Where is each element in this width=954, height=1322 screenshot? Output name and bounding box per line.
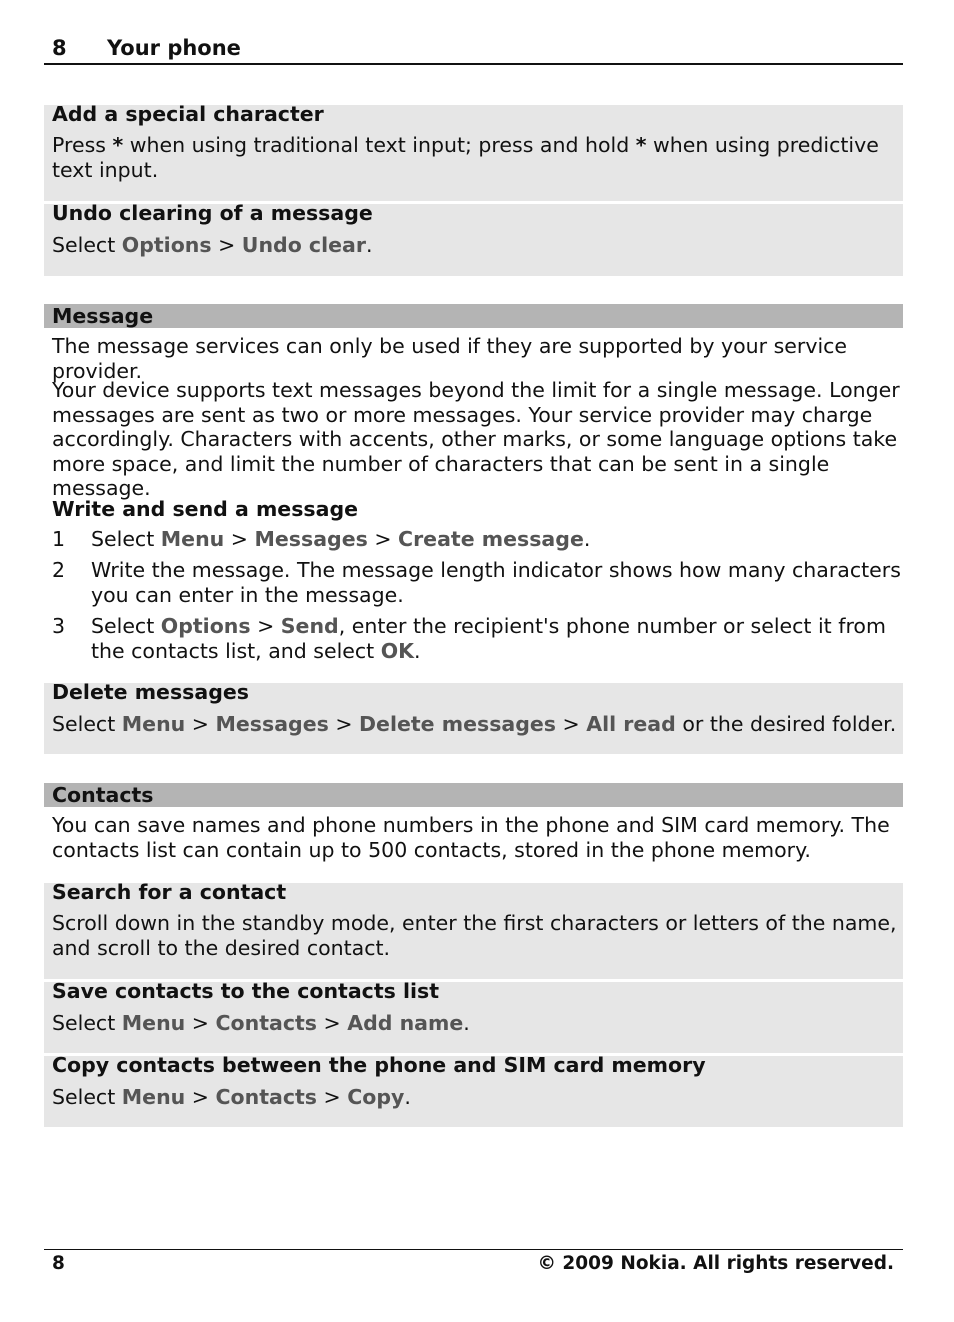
copyright-notice: © 2009 Nokia. All rights reserved. xyxy=(537,1253,894,1274)
message-paragraph-2: Your device supports text messages beyond the limit for a single message. Longer messages are sent as two or more messages. Your service provider may charge accordingly. Characters with accents, other marks, or some language options take more space, and limit the number of characters that can be sent in a single message. xyxy=(52,378,900,500)
footer-rule xyxy=(44,1249,903,1250)
ok-key: OK xyxy=(380,639,415,663)
star-key: * xyxy=(635,133,647,157)
save-contacts-text xyxy=(52,1011,897,1036)
menu-key: Menu xyxy=(121,1011,186,1035)
text-fragment: . xyxy=(404,1085,411,1109)
undo-clear-text xyxy=(52,233,897,258)
write-send-heading: Write and send a message xyxy=(52,497,359,521)
add-name-key: Add name xyxy=(347,1011,464,1035)
copy-contacts-box xyxy=(44,1053,903,1127)
delete-messages-text xyxy=(52,712,897,737)
separator: > xyxy=(185,1011,216,1035)
separator: > xyxy=(317,1011,348,1035)
text-fragment: . xyxy=(414,639,421,663)
options-key: Options xyxy=(121,233,212,257)
text-fragment: , enter the recipient's phone number or select it from the contacts list, and select xyxy=(91,614,886,663)
messages-key: Messages xyxy=(215,712,329,736)
separator: > xyxy=(328,712,360,736)
save-contacts-box xyxy=(44,979,903,1053)
separator: > xyxy=(224,527,255,551)
text-fragment: . xyxy=(583,527,591,551)
text-fragment: . xyxy=(463,1011,470,1035)
menu-key: Menu xyxy=(121,1085,186,1109)
text-fragment: when using traditional text input; press and hold xyxy=(123,133,636,157)
undo-clear-key: Undo clear xyxy=(241,233,366,257)
copy-contacts-title: Copy contacts between the phone and SIM card memory xyxy=(52,1053,706,1077)
copy-contacts-text xyxy=(52,1085,897,1110)
step-1-text xyxy=(91,527,901,552)
text-fragment: Select xyxy=(52,1085,122,1109)
header-rule xyxy=(44,63,903,65)
separator: > xyxy=(185,1085,216,1109)
separator: > xyxy=(317,1085,348,1109)
step-3-text xyxy=(91,614,901,664)
text-fragment: or the desired folder. xyxy=(675,712,897,736)
separator: > xyxy=(556,712,587,736)
search-contact-text: Scroll down in the standby mode, enter the first characters or letters of the name, and scroll to the desired contact. xyxy=(52,911,897,960)
delete-messages-key: Delete messages xyxy=(359,712,557,736)
special-character-box xyxy=(44,102,903,201)
search-contact-title: Search for a contact xyxy=(52,880,287,904)
separator: > xyxy=(211,233,242,257)
contacts-key: Contacts xyxy=(215,1085,317,1109)
search-contact-box xyxy=(44,880,903,979)
message-section-band xyxy=(44,304,903,328)
message-heading: Message xyxy=(52,304,154,328)
step-3-number: 3 xyxy=(52,614,66,638)
contacts-heading: Contacts xyxy=(52,783,154,807)
contacts-key: Contacts xyxy=(215,1011,317,1035)
undo-clear-title: Undo clearing of a message xyxy=(52,201,373,225)
text-fragment: . xyxy=(365,233,373,257)
text-fragment: Select xyxy=(52,712,122,736)
star-key: * xyxy=(112,133,124,157)
page-number-footer: 8 xyxy=(52,1253,65,1274)
copy-key: Copy xyxy=(347,1085,405,1109)
text-fragment: when using predictive text input. xyxy=(52,133,879,182)
page-number-header: 8 xyxy=(52,36,67,60)
delete-messages-title: Delete messages xyxy=(52,680,249,704)
text-fragment: Select xyxy=(52,1011,122,1035)
contacts-paragraph: You can save names and phone numbers in the phone and SIM card memory. The contacts list can contain up to 500 contacts, stored in the phone memory. xyxy=(52,813,890,862)
text-fragment: Select xyxy=(91,614,161,638)
menu-key: Menu xyxy=(121,712,186,736)
text-fragment: Select xyxy=(52,233,122,257)
text-fragment: Press xyxy=(52,133,113,157)
messages-key: Messages xyxy=(254,527,368,551)
separator: > xyxy=(185,712,216,736)
save-contacts-title: Save contacts to the contacts list xyxy=(52,979,440,1003)
options-key: Options xyxy=(160,614,251,638)
special-character-text xyxy=(52,133,897,183)
chapter-title: Your phone xyxy=(107,36,241,60)
step-1-number: 1 xyxy=(52,527,66,551)
message-paragraph-1: The message services can only be used if they are supported by your service provider. xyxy=(52,334,848,383)
separator: > xyxy=(250,614,281,638)
contacts-section-band xyxy=(44,783,903,807)
all-read-key: All read xyxy=(586,712,676,736)
undo-clear-box xyxy=(44,201,903,276)
menu-key: Menu xyxy=(160,527,225,551)
separator: > xyxy=(367,527,399,551)
create-message-key: Create message xyxy=(398,527,584,551)
step-2-text: Write the message. The message length indicator shows how many characters you can enter in the message. xyxy=(91,558,901,607)
send-key: Send xyxy=(280,614,339,638)
step-2-number: 2 xyxy=(52,558,66,582)
delete-messages-box xyxy=(44,680,903,754)
text-fragment: Select xyxy=(91,527,161,551)
special-character-title: Add a special character xyxy=(52,102,324,126)
